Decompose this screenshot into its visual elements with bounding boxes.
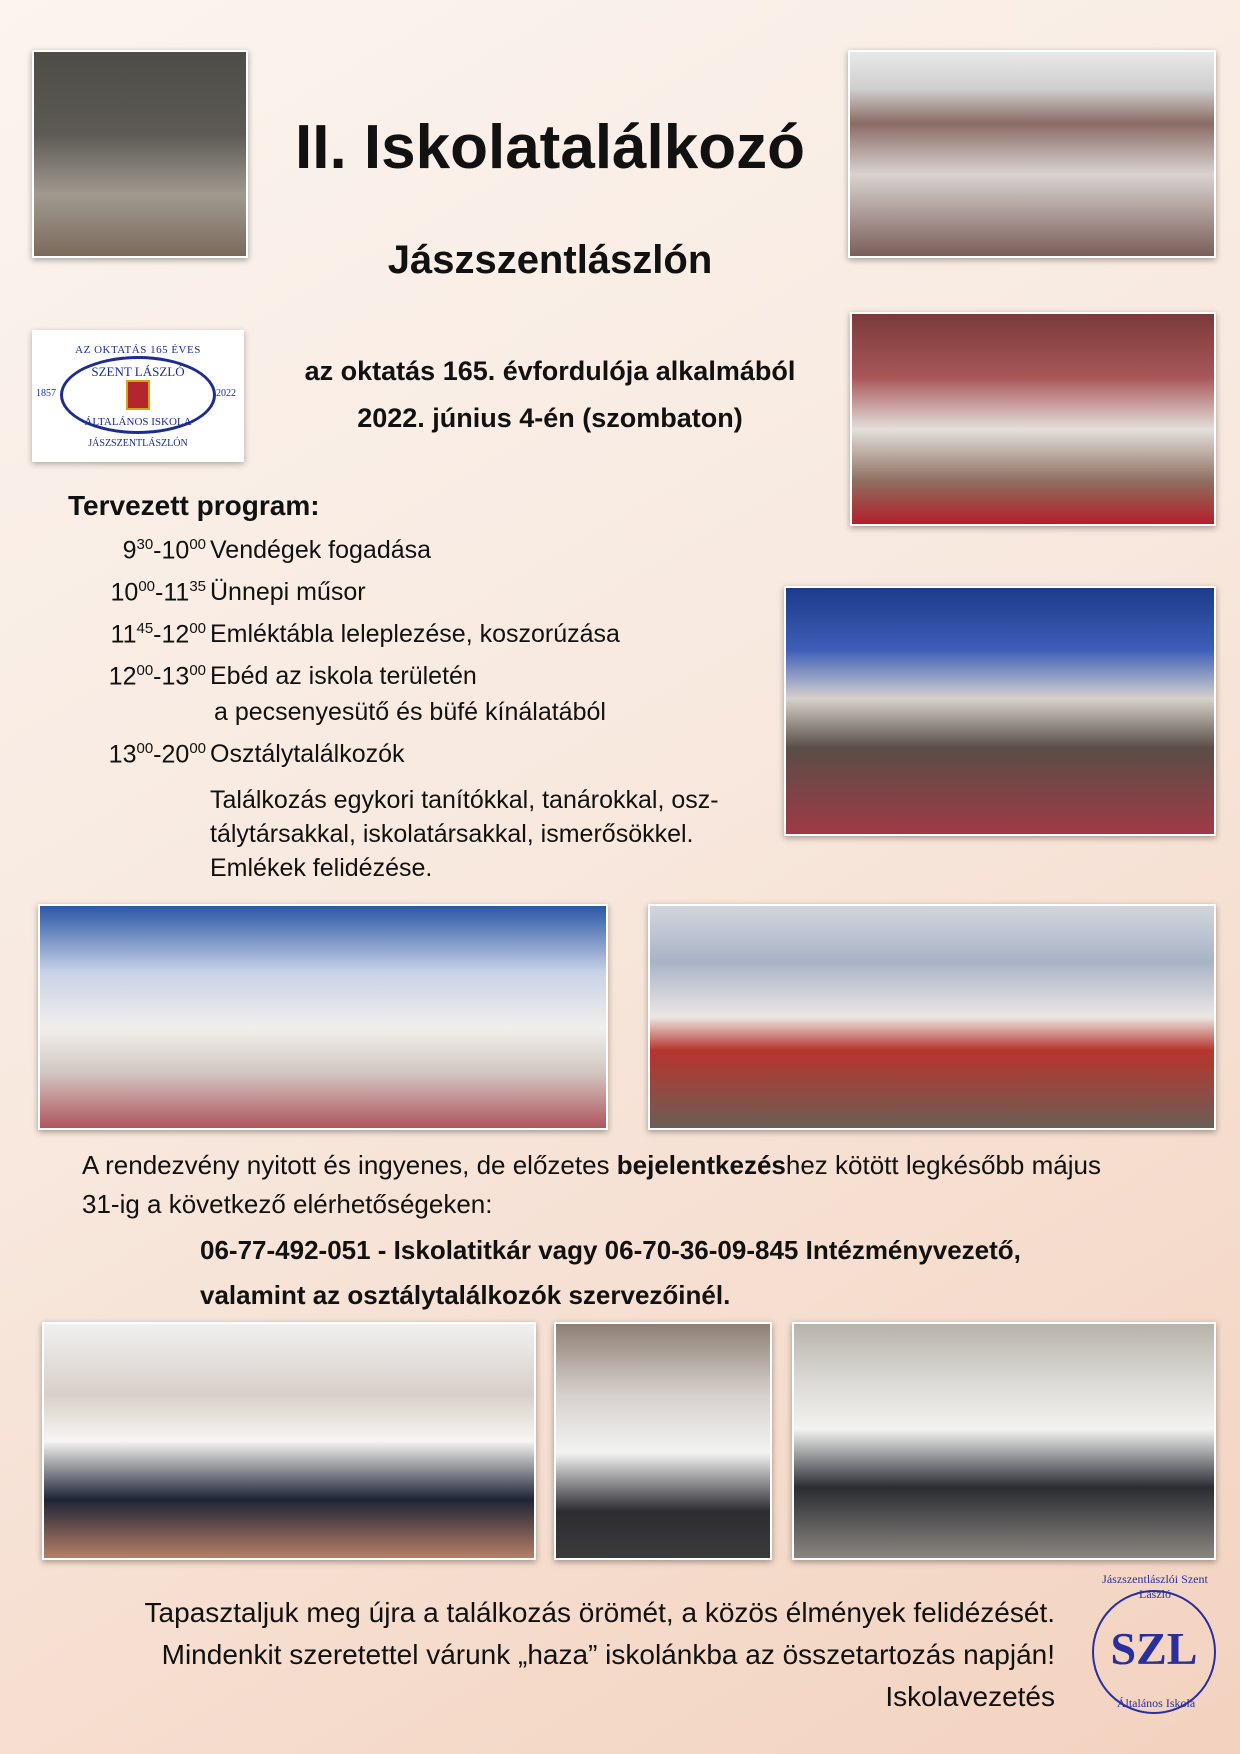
photo-girls-on-stage: [784, 586, 1216, 836]
occasion-text: [270, 348, 830, 442]
program-title: Tervezett program:: [68, 490, 320, 521]
closing-line-2: Mindenkit szeretettel várunk „haza” iskolánkba az összetartozás napján!: [161, 1639, 1055, 1670]
photo-girls-dancing: [42, 1322, 536, 1560]
registration-bold: bejelentkezés: [616, 1150, 786, 1180]
photo-costumed-students: [32, 50, 248, 258]
program-lunch-detail: a pecsenyesütő és büfé kínálatából: [214, 698, 606, 726]
saint-emblem-icon: [126, 380, 150, 410]
program-reunion-detail: tálytársakkal, iskolatársakkal, ismerősökkel.: [210, 820, 694, 848]
photo-school-band: [792, 1322, 1216, 1560]
occasion-line-2: 2022. június 4-én (szombaton): [357, 403, 743, 433]
stamp-bottom-text: Általános Iskola: [1116, 1696, 1196, 1710]
program-time: $9^{30}-10^{00}$: [122, 536, 206, 565]
photo-folk-dance-group: [38, 904, 608, 1130]
photo-children-instruments: [648, 904, 1216, 1130]
logo-town: JÁSZSZENTLÁSZLÓN: [88, 438, 188, 449]
program-time: $13^{00}-20^{00}$: [108, 740, 206, 769]
photo-saxophone-players: [554, 1322, 772, 1560]
program-desc: Ünnepi műsor: [210, 578, 366, 606]
closing-text: [80, 1592, 1055, 1718]
logo-arc-text: AZ OKTATÁS 165 ÉVES: [75, 344, 201, 356]
registration-note: A rendezvény nyitott és ingyenes, de előzetes bejelentkezéshez kötött legkésőbb május 31-ig a következő elérhetőségeken:: [82, 1150, 1101, 1219]
logo-year-right: 2022: [216, 388, 236, 399]
stamp-monogram: SZL: [1110, 1623, 1198, 1674]
program-desc: Vendégek fogadása: [210, 536, 432, 564]
contact-line-1: 06-77-492-051 - Iskolatitkár vagy 06-70-36-09-845 Intézményvezető,: [200, 1235, 1021, 1265]
program-time: $10^{00}-11^{35}$: [110, 578, 206, 607]
school-stamp: [1092, 1572, 1216, 1714]
stamp-top-text: Jászszentlászlói Szent László: [1102, 1572, 1208, 1601]
program-time: $11^{45}-12^{00}$: [110, 620, 206, 649]
program-reunion-detail: Találkozás egykori tanítókkal, tanárokkal, osz-: [210, 786, 719, 814]
photo-elderly-guests: [850, 312, 1216, 526]
closing-signature: Iskolavezetés: [885, 1681, 1055, 1712]
program-reunion-detail: Emlékek felidézése.: [210, 854, 433, 882]
page-subtitle: Jászszentlászlón: [387, 238, 713, 282]
contact-info: [200, 1228, 1200, 1318]
program-desc: Emléktábla leleplezése, koszorúzása: [210, 620, 620, 648]
logo-year-left: 1857: [36, 388, 56, 399]
photo-audience-tent: [848, 50, 1216, 258]
page-title: II. Iskolatalálkozó: [295, 113, 805, 182]
occasion-line-1: az oktatás 165. évfordulója alkalmából: [304, 356, 796, 386]
logo-name: SZENT LÁSZLÓ: [91, 364, 185, 379]
closing-line-1: Tapasztaljuk meg újra a találkozás örömét, a közös élmények felidézését.: [144, 1597, 1055, 1628]
program-desc: Ebéd az iskola területén: [210, 662, 477, 690]
logo-school: ÁLTALÁNOS ISKOLA: [84, 416, 192, 428]
program-desc: Osztálytalálkozók: [210, 740, 405, 768]
program-time: $12^{00}-13^{00}$: [108, 662, 206, 691]
school-anniversary-logo: [32, 330, 244, 462]
contact-line-2: valamint az osztálytalálkozók szervezőinél.: [200, 1280, 731, 1310]
